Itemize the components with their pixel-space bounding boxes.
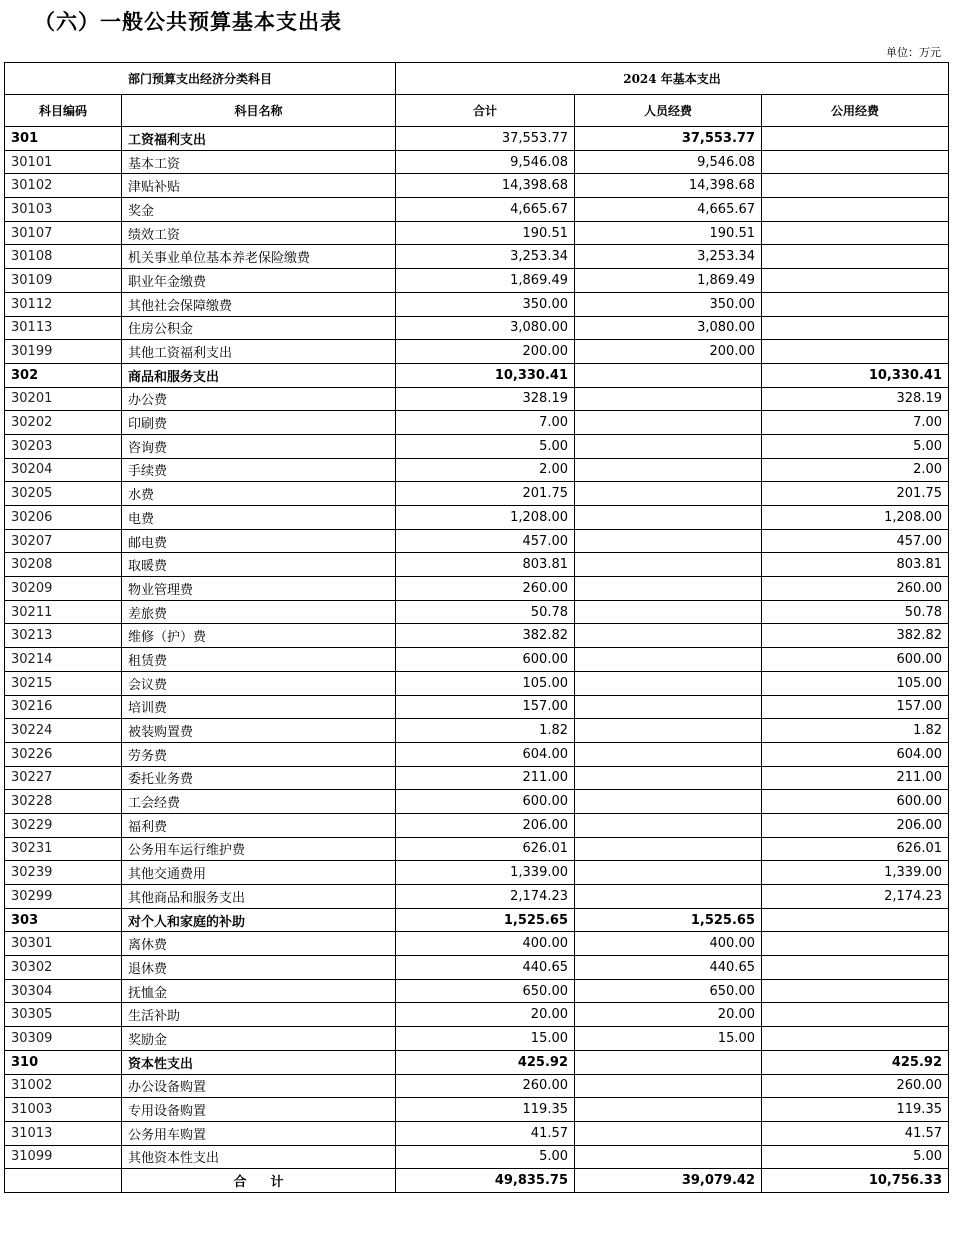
row-public: 1,208.00 — [762, 506, 949, 530]
row-public: 600.00 — [762, 790, 949, 814]
row-personnel — [575, 624, 762, 648]
row-name: 离休费 — [122, 932, 396, 956]
row-total: 15.00 — [396, 1027, 575, 1051]
row-code: 30304 — [5, 979, 122, 1003]
row-total: 206.00 — [396, 813, 575, 837]
row-name: 会议费 — [122, 671, 396, 695]
table-row — [5, 292, 949, 316]
row-code: 30201 — [5, 387, 122, 411]
row-public — [762, 956, 949, 980]
row-name: 物业管理费 — [122, 577, 396, 601]
table-body — [5, 127, 949, 1169]
row-code: 30227 — [5, 766, 122, 790]
row-personnel: 440.65 — [575, 956, 762, 980]
row-name: 水费 — [122, 482, 396, 506]
row-name: 其他交通费用 — [122, 861, 396, 885]
row-name: 印刷费 — [122, 411, 396, 435]
row-name: 租赁费 — [122, 648, 396, 672]
row-personnel — [575, 482, 762, 506]
row-name: 职业年金缴费 — [122, 269, 396, 293]
row-name: 被装购置费 — [122, 719, 396, 743]
row-personnel — [575, 529, 762, 553]
unit-label: 单位：万元 — [886, 46, 941, 59]
row-name: 其他社会保障缴费 — [122, 292, 396, 316]
row-public — [762, 979, 949, 1003]
row-name: 其他工资福利支出 — [122, 340, 396, 364]
row-code: 30113 — [5, 316, 122, 340]
row-public — [762, 269, 949, 293]
row-public — [762, 198, 949, 222]
row-public — [762, 174, 949, 198]
row-total: 604.00 — [396, 742, 575, 766]
row-personnel: 37,553.77 — [575, 127, 762, 151]
header-row-group — [5, 63, 949, 95]
table-row — [5, 1098, 949, 1122]
table-row — [5, 482, 949, 506]
row-public — [762, 316, 949, 340]
table-row — [5, 790, 949, 814]
row-public: 260.00 — [762, 577, 949, 601]
total-row — [5, 1169, 949, 1193]
row-personnel — [575, 363, 762, 387]
row-name: 公务用车运行维护费 — [122, 837, 396, 861]
row-name: 其他资本性支出 — [122, 1145, 396, 1169]
row-total: 1,869.49 — [396, 269, 575, 293]
row-code: 30216 — [5, 695, 122, 719]
row-personnel — [575, 885, 762, 909]
row-total: 1,208.00 — [396, 506, 575, 530]
row-code: 30102 — [5, 174, 122, 198]
category-row — [5, 1050, 949, 1074]
row-total: 2,174.23 — [396, 885, 575, 909]
table-row — [5, 742, 949, 766]
row-public — [762, 340, 949, 364]
row-public: 119.35 — [762, 1098, 949, 1122]
row-code: 30209 — [5, 577, 122, 601]
row-personnel — [575, 458, 762, 482]
row-personnel — [575, 766, 762, 790]
row-name: 资本性支出 — [122, 1050, 396, 1074]
row-personnel — [575, 553, 762, 577]
row-code: 30207 — [5, 529, 122, 553]
row-total: 803.81 — [396, 553, 575, 577]
row-personnel: 200.00 — [575, 340, 762, 364]
row-total: 9,546.08 — [396, 150, 575, 174]
row-code: 30309 — [5, 1027, 122, 1051]
row-public: 803.81 — [762, 553, 949, 577]
row-personnel: 350.00 — [575, 292, 762, 316]
table-row — [5, 956, 949, 980]
row-total: 260.00 — [396, 577, 575, 601]
row-public — [762, 221, 949, 245]
row-name: 劳务费 — [122, 742, 396, 766]
row-total: 10,330.41 — [396, 363, 575, 387]
row-personnel: 400.00 — [575, 932, 762, 956]
row-total: 1,525.65 — [396, 908, 575, 932]
row-name: 奖励金 — [122, 1027, 396, 1051]
table-row — [5, 932, 949, 956]
row-total: 5.00 — [396, 434, 575, 458]
table-row — [5, 648, 949, 672]
row-name: 差旅费 — [122, 600, 396, 624]
row-code: 30299 — [5, 885, 122, 909]
row-total: 37,553.77 — [396, 127, 575, 151]
header-public: 公用经费 — [762, 95, 949, 127]
row-total: 425.92 — [396, 1050, 575, 1074]
row-code: 30239 — [5, 861, 122, 885]
row-personnel — [575, 1145, 762, 1169]
row-code: 30301 — [5, 932, 122, 956]
total-code-cell — [5, 1169, 122, 1193]
table-row — [5, 600, 949, 624]
header-category: 部门预算支出经济分类科目 — [5, 63, 396, 95]
row-code: 30215 — [5, 671, 122, 695]
row-name: 咨询费 — [122, 434, 396, 458]
row-name: 福利费 — [122, 813, 396, 837]
row-public: 105.00 — [762, 671, 949, 695]
row-personnel: 650.00 — [575, 979, 762, 1003]
row-code: 302 — [5, 363, 122, 387]
row-name: 对个人和家庭的补助 — [122, 908, 396, 932]
table-row — [5, 1027, 949, 1051]
category-row — [5, 363, 949, 387]
row-public: 2,174.23 — [762, 885, 949, 909]
row-personnel: 9,546.08 — [575, 150, 762, 174]
row-code: 30214 — [5, 648, 122, 672]
row-code: 30112 — [5, 292, 122, 316]
table-row — [5, 671, 949, 695]
row-name: 委托业务费 — [122, 766, 396, 790]
row-personnel — [575, 577, 762, 601]
row-personnel — [575, 387, 762, 411]
row-total: 3,080.00 — [396, 316, 575, 340]
row-code: 30109 — [5, 269, 122, 293]
row-public: 5.00 — [762, 1145, 949, 1169]
row-code: 30211 — [5, 600, 122, 624]
header-name: 科目名称 — [122, 95, 396, 127]
row-total: 328.19 — [396, 387, 575, 411]
row-total: 201.75 — [396, 482, 575, 506]
row-name: 邮电费 — [122, 529, 396, 553]
table-row — [5, 529, 949, 553]
row-name: 取暖费 — [122, 553, 396, 577]
row-personnel — [575, 1074, 762, 1098]
header-row-columns — [5, 95, 949, 127]
row-personnel — [575, 719, 762, 743]
row-code: 30224 — [5, 719, 122, 743]
row-personnel — [575, 742, 762, 766]
row-total: 105.00 — [396, 671, 575, 695]
table-row — [5, 837, 949, 861]
row-public — [762, 1027, 949, 1051]
row-code: 30204 — [5, 458, 122, 482]
row-public: 2.00 — [762, 458, 949, 482]
row-name: 维修（护）费 — [122, 624, 396, 648]
row-personnel — [575, 648, 762, 672]
row-public — [762, 1003, 949, 1027]
row-total: 600.00 — [396, 790, 575, 814]
table-row — [5, 624, 949, 648]
row-public: 260.00 — [762, 1074, 949, 1098]
row-code: 31099 — [5, 1145, 122, 1169]
row-personnel — [575, 790, 762, 814]
row-code: 30108 — [5, 245, 122, 269]
table-row — [5, 387, 949, 411]
row-total: 457.00 — [396, 529, 575, 553]
row-personnel — [575, 695, 762, 719]
row-personnel: 3,253.34 — [575, 245, 762, 269]
row-total: 650.00 — [396, 979, 575, 1003]
row-name: 津贴补贴 — [122, 174, 396, 198]
table-row — [5, 245, 949, 269]
row-public: 10,330.41 — [762, 363, 949, 387]
row-personnel: 4,665.67 — [575, 198, 762, 222]
row-name: 办公费 — [122, 387, 396, 411]
total-sum: 49,835.75 — [396, 1169, 575, 1193]
table-row — [5, 506, 949, 530]
row-public — [762, 932, 949, 956]
budget-table — [4, 62, 949, 1193]
header-code: 科目编码 — [5, 95, 122, 127]
category-row — [5, 127, 949, 151]
row-code: 30107 — [5, 221, 122, 245]
row-name: 公务用车购置 — [122, 1121, 396, 1145]
row-total: 157.00 — [396, 695, 575, 719]
row-public: 157.00 — [762, 695, 949, 719]
row-public: 41.57 — [762, 1121, 949, 1145]
row-total: 5.00 — [396, 1145, 575, 1169]
table-row — [5, 1121, 949, 1145]
row-public: 382.82 — [762, 624, 949, 648]
row-total: 350.00 — [396, 292, 575, 316]
row-code: 30206 — [5, 506, 122, 530]
table-row — [5, 1003, 949, 1027]
row-personnel: 3,080.00 — [575, 316, 762, 340]
row-personnel: 1,869.49 — [575, 269, 762, 293]
row-total: 200.00 — [396, 340, 575, 364]
row-public: 425.92 — [762, 1050, 949, 1074]
row-total: 382.82 — [396, 624, 575, 648]
row-public: 206.00 — [762, 813, 949, 837]
row-public: 201.75 — [762, 482, 949, 506]
row-code: 30103 — [5, 198, 122, 222]
row-total: 440.65 — [396, 956, 575, 980]
table-row — [5, 221, 949, 245]
row-name: 机关事业单位基本养老保险缴费 — [122, 245, 396, 269]
row-code: 30305 — [5, 1003, 122, 1027]
row-name: 商品和服务支出 — [122, 363, 396, 387]
row-personnel — [575, 411, 762, 435]
row-code: 30302 — [5, 956, 122, 980]
row-public: 626.01 — [762, 837, 949, 861]
row-code: 30205 — [5, 482, 122, 506]
row-name: 退休费 — [122, 956, 396, 980]
row-total: 3,253.34 — [396, 245, 575, 269]
row-name: 其他商品和服务支出 — [122, 885, 396, 909]
row-total: 7.00 — [396, 411, 575, 435]
header-personnel: 人员经费 — [575, 95, 762, 127]
row-public: 1,339.00 — [762, 861, 949, 885]
table-row — [5, 553, 949, 577]
table-row — [5, 719, 949, 743]
row-personnel — [575, 1050, 762, 1074]
row-code: 30199 — [5, 340, 122, 364]
row-personnel — [575, 813, 762, 837]
row-public — [762, 150, 949, 174]
table-row — [5, 150, 949, 174]
table-row — [5, 766, 949, 790]
row-personnel: 15.00 — [575, 1027, 762, 1051]
row-code: 30208 — [5, 553, 122, 577]
table-row — [5, 885, 949, 909]
total-label: 合计 — [122, 1169, 396, 1193]
row-code: 30228 — [5, 790, 122, 814]
row-name: 生活补助 — [122, 1003, 396, 1027]
table-row — [5, 813, 949, 837]
row-code: 31003 — [5, 1098, 122, 1122]
row-public: 5.00 — [762, 434, 949, 458]
row-name: 抚恤金 — [122, 979, 396, 1003]
row-code: 310 — [5, 1050, 122, 1074]
row-name: 绩效工资 — [122, 221, 396, 245]
row-public: 604.00 — [762, 742, 949, 766]
table-row — [5, 979, 949, 1003]
row-total: 260.00 — [396, 1074, 575, 1098]
table-row — [5, 198, 949, 222]
row-total: 1,339.00 — [396, 861, 575, 885]
row-total: 190.51 — [396, 221, 575, 245]
row-name: 奖金 — [122, 198, 396, 222]
row-total: 119.35 — [396, 1098, 575, 1122]
row-name: 培训费 — [122, 695, 396, 719]
row-public — [762, 127, 949, 151]
row-code: 31002 — [5, 1074, 122, 1098]
row-total: 14,398.68 — [396, 174, 575, 198]
row-total: 600.00 — [396, 648, 575, 672]
row-name: 基本工资 — [122, 150, 396, 174]
row-total: 626.01 — [396, 837, 575, 861]
row-code: 30231 — [5, 837, 122, 861]
row-personnel: 14,398.68 — [575, 174, 762, 198]
header-total: 合计 — [396, 95, 575, 127]
row-total: 50.78 — [396, 600, 575, 624]
row-code: 303 — [5, 908, 122, 932]
row-name: 住房公积金 — [122, 316, 396, 340]
row-personnel: 20.00 — [575, 1003, 762, 1027]
row-total: 1.82 — [396, 719, 575, 743]
row-personnel — [575, 861, 762, 885]
row-public: 211.00 — [762, 766, 949, 790]
row-personnel: 190.51 — [575, 221, 762, 245]
row-total: 2.00 — [396, 458, 575, 482]
table-row — [5, 695, 949, 719]
row-total: 400.00 — [396, 932, 575, 956]
row-personnel: 1,525.65 — [575, 908, 762, 932]
row-public: 7.00 — [762, 411, 949, 435]
row-name: 办公设备购置 — [122, 1074, 396, 1098]
row-public — [762, 908, 949, 932]
row-code: 30202 — [5, 411, 122, 435]
table-row — [5, 861, 949, 885]
table-row — [5, 434, 949, 458]
table-row — [5, 411, 949, 435]
row-name: 工资福利支出 — [122, 127, 396, 151]
row-code: 30101 — [5, 150, 122, 174]
row-personnel — [575, 671, 762, 695]
row-personnel — [575, 1121, 762, 1145]
total-personnel: 39,079.42 — [575, 1169, 762, 1193]
row-public: 328.19 — [762, 387, 949, 411]
row-personnel — [575, 837, 762, 861]
row-public: 457.00 — [762, 529, 949, 553]
header-period: 2024 年基本支出 — [396, 63, 949, 95]
table-row — [5, 577, 949, 601]
table-row — [5, 1145, 949, 1169]
row-code: 30229 — [5, 813, 122, 837]
table-row — [5, 458, 949, 482]
row-public: 600.00 — [762, 648, 949, 672]
row-public — [762, 245, 949, 269]
row-total: 20.00 — [396, 1003, 575, 1027]
row-name: 专用设备购置 — [122, 1098, 396, 1122]
row-public: 50.78 — [762, 600, 949, 624]
row-code: 30203 — [5, 434, 122, 458]
row-total: 41.57 — [396, 1121, 575, 1145]
row-personnel — [575, 1098, 762, 1122]
row-name: 电费 — [122, 506, 396, 530]
row-code: 301 — [5, 127, 122, 151]
row-public: 1.82 — [762, 719, 949, 743]
row-personnel — [575, 600, 762, 624]
row-name: 工会经费 — [122, 790, 396, 814]
total-public: 10,756.33 — [762, 1169, 949, 1193]
table-row — [5, 1074, 949, 1098]
row-code: 30213 — [5, 624, 122, 648]
row-total: 211.00 — [396, 766, 575, 790]
row-total: 4,665.67 — [396, 198, 575, 222]
category-row — [5, 908, 949, 932]
row-personnel — [575, 506, 762, 530]
table-row — [5, 269, 949, 293]
row-code: 30226 — [5, 742, 122, 766]
row-public — [762, 292, 949, 316]
table-row — [5, 174, 949, 198]
row-code: 31013 — [5, 1121, 122, 1145]
row-name: 手续费 — [122, 458, 396, 482]
table-row — [5, 340, 949, 364]
page-title: （六）一般公共预算基本支出表 — [34, 9, 342, 34]
table-row — [5, 316, 949, 340]
row-personnel — [575, 434, 762, 458]
